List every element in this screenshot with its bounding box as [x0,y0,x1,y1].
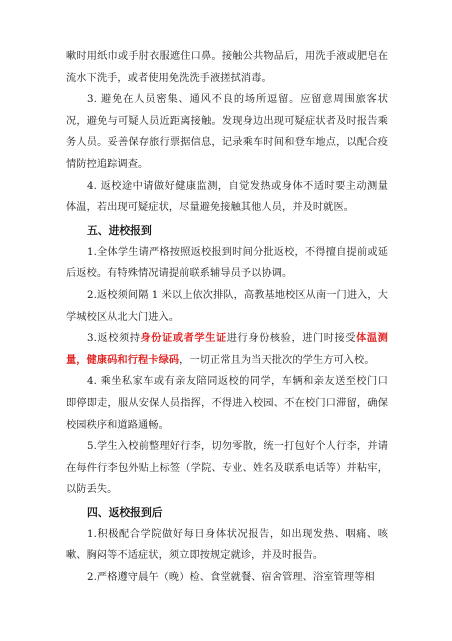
identity-check-text-3: ，一切正常且为当天批次的学生方可入校。 [179,354,375,366]
paragraph-avoid-crowds: 3. 避免在人员密集、通风不良的场所逗留。应留意周围旅客状况，避免与可疑人员近距离接触。发现身边出现可疑症状者及时报告乘务人员。妥善保存旅行票据信息，记录乘车时间和登车地点，以配合疫情防控追踪调查。 [66,94,388,170]
identity-check-text-2: 进行身份核验，进门时接受 [226,333,357,345]
paragraph-daily-report: 1.积极配合学院做好每日身体状况报告，如出现发热、咽痛、咳嗽、胸闷等不适症状，须立即按规定就诊，并及时报告。 [66,528,388,562]
paragraph-luggage: 5.学生入校前整理好行李，切勿零散，统一打包好个人行李，并请在每件行李包外贴上标签（学院、专业、姓名及联系电话等）并粘牢，以防丢失。 [66,441,388,496]
paragraph-identity-check [66,328,388,371]
identity-check-text-1: 3.返校须持 [87,333,141,345]
identity-documents-highlight: 身份证或者学生证 [140,332,227,345]
paragraph-health-monitoring: 4. 返校途中请做好健康监测，自觉发热或身体不适时要主动测量体温，若出现可疑症状，尽量避免接触其他人员，并及时就医。 [66,180,388,214]
paragraph-hygiene: 嗽时用纸巾或手肘衣服遮住口鼻。接触公共物品后，用洗手液或肥皂在流水下洗手，或者使用免洗洗手液搓拭消毒。 [66,51,388,84]
paragraph-rules: 2.严格遵守晨午（晚）检、食堂就餐、宿舍管理、浴室管理等相 [87,572,375,584]
paragraph-arrival-schedule: 1.全体学生请严格按照返校报到时间分批返校，不得擅自提前或延后返校。有特殊情况请提前联系辅导员予以协调。 [66,246,388,280]
health-code-highlight: 体温测量，健康码和行程卡绿码 [66,332,388,366]
section-heading-after-arrival: 四、返校报到后 [87,505,163,519]
section-heading-arrival: 五、进校报到 [87,223,152,237]
paragraph-private-car: 4. 乘坐私家车或有亲友陪同返校的同学，车辆和亲友送至校门口即停即走，服从安保人员指挥，不得进入校园、不在校门口滞留，确保校园秩序和道路通畅。 [66,376,388,431]
paragraph-queue-entrance: 2.返校须间隔 1 米以上依次排队，高教基地校区从南一门进入，大学城校区从北大门进入。 [66,289,388,323]
